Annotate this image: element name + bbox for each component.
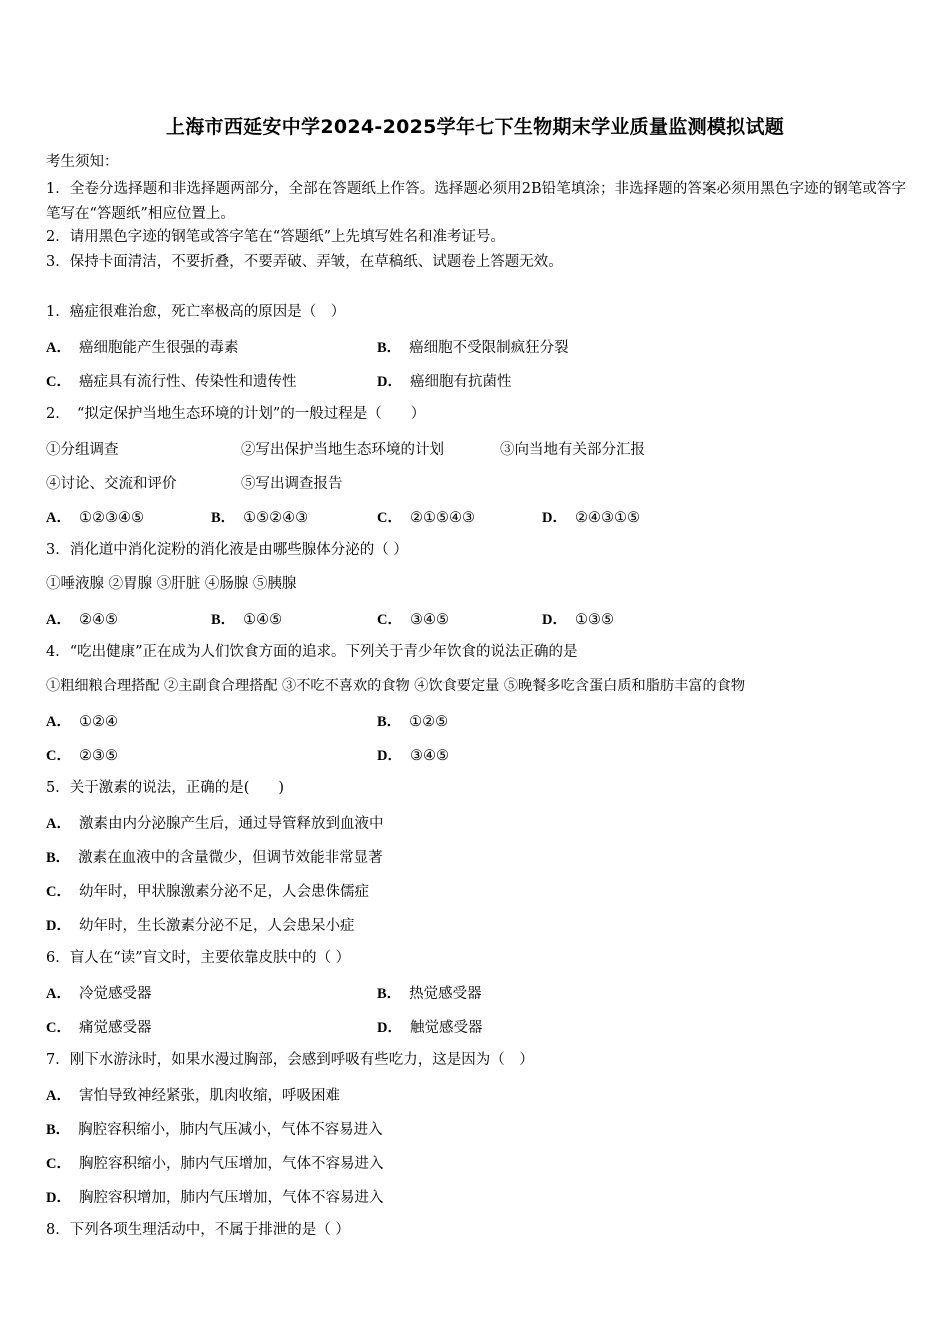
notice-heading: 考生须知： [46,154,119,170]
q6-option-c: C． 痛觉感受器 [46,1020,152,1036]
q3-items: ①唾液腺 ②胃腺 ③肝脏 ④肠腺 ⑤胰腺 [46,576,297,592]
q1-option-b: B． 癌细胞不受限制疯狂分裂 [377,340,569,356]
q6-option-b: B． 热觉感受器 [377,986,482,1002]
question-4-stem: 4．“吃出健康”正在成为人们饮食方面的追求。下列关于青少年饮食的说法正确的是 [46,644,578,660]
q7-option-d: D． 胸腔容积增加，肺内气压增加，气体不容易进入 [46,1190,384,1206]
q6-option-a: A． 冷觉感受器 [46,986,152,1002]
q3-option-c: C． ③④⑤ [377,612,449,628]
notice-item-2: 2．请用黑色字迹的钢笔或答字笔在“答题纸”上先填写姓名和准考证号。 [46,229,506,245]
q4-items: ①粗细粮合理搭配 ②主副食合理搭配 ③不吃不喜欢的食物 ④饮食要定量 ⑤晚餐多吃含蛋白质和脂肪丰富的食物 [46,678,746,694]
q2-item: ⑤写出调查报告 [241,476,343,492]
question-1-stem: 1．癌症很难治愈，死亡率极高的原因是（ ） [46,304,346,320]
q5-option-a: A． 激素由内分泌腺产生后，通过导管释放到血液中 [46,816,384,832]
q5-option-c: C． 幼年时，甲状腺激素分泌不足，人会患侏儒症 [46,884,369,900]
question-8-stem: 8．下列各项生理活动中，不属于排泄的是（ ） [46,1222,350,1238]
question-2-stem: 2． “拟定保护当地生态环境的计划”的一般过程是（ ） [46,406,426,422]
q2-item: ③向当地有关部分汇报 [500,442,645,458]
q4-option-c: C． ②③⑤ [46,748,118,764]
question-5-stem: 5．关于激素的说法，正确的是( ) [46,780,285,796]
q2-option-c: C． ②①⑤④③ [377,510,475,526]
q2-item: ①分组调查 [46,442,119,458]
q2-option-d: D． ②④③①⑤ [542,510,640,526]
q2-option-b: B． ①⑤②④③ [211,510,309,526]
notice-item-3: 3．保持卡面清洁，不要折叠，不要弄破、弄皱，在草稿纸、试题卷上答题无效。 [46,254,563,270]
q4-option-b: B． ①②⑤ [377,714,449,730]
q4-option-d: D． ③④⑤ [377,748,449,764]
q7-option-c: C． 胸腔容积缩小，肺内气压增加，气体不容易进入 [46,1156,384,1172]
q3-option-b: B． ①④⑤ [211,612,283,628]
q2-option-a: A． ①②③④⑤ [46,510,144,526]
notice-item-1: 1．全卷分选择题和非选择题两部分，全部在答题纸上作答。选择题必须用2B铅笔填涂；非选择题的答案必须用黑色字迹的钢笔或答字笔写在“答题纸”相应位置上。 [46,181,906,222]
q6-option-d: D． 触觉感受器 [377,1020,483,1036]
q3-option-a: A． ②④⑤ [46,612,118,628]
q3-option-d: D． ①③⑤ [542,612,614,628]
q7-option-a: A． 害怕导致神经紧张，肌肉收缩，呼吸困难 [46,1088,340,1104]
q1-option-c: C． 癌症具有流行性、传染性和遗传性 [46,374,297,390]
q4-option-a: A． ①②④ [46,714,118,730]
question-7-stem: 7．刚下水游泳时，如果水漫过胸部，会感到呼吸有些吃力，这是因为（ ） [46,1052,534,1068]
q2-item: ②写出保护当地生态环境的计划 [241,442,444,458]
q5-option-d: D． 幼年时，生长激素分泌不足，人会患呆小症 [46,918,355,934]
question-6-stem: 6．盲人在“读”盲文时，主要依靠皮肤中的（ ） [46,950,351,966]
question-3-stem: 3．消化道中消化淀粉的消化液是由哪些腺体分泌的（ ） [46,542,408,558]
q1-option-d: D． 癌细胞有抗菌性 [377,374,512,390]
q2-item: ④讨论、交流和评价 [46,476,177,492]
q5-option-b: B． 激素在血液中的含量微少，但调节效能非常显著 [46,850,383,866]
page-title: 上海市西延安中学2024-2025学年七下生物期末学业质量监测模拟试题 [165,116,785,138]
q7-option-b: B． 胸腔容积缩小，肺内气压减小，气体不容易进入 [46,1122,383,1138]
q1-option-a: A． 癌细胞能产生很强的毒素 [46,340,239,356]
